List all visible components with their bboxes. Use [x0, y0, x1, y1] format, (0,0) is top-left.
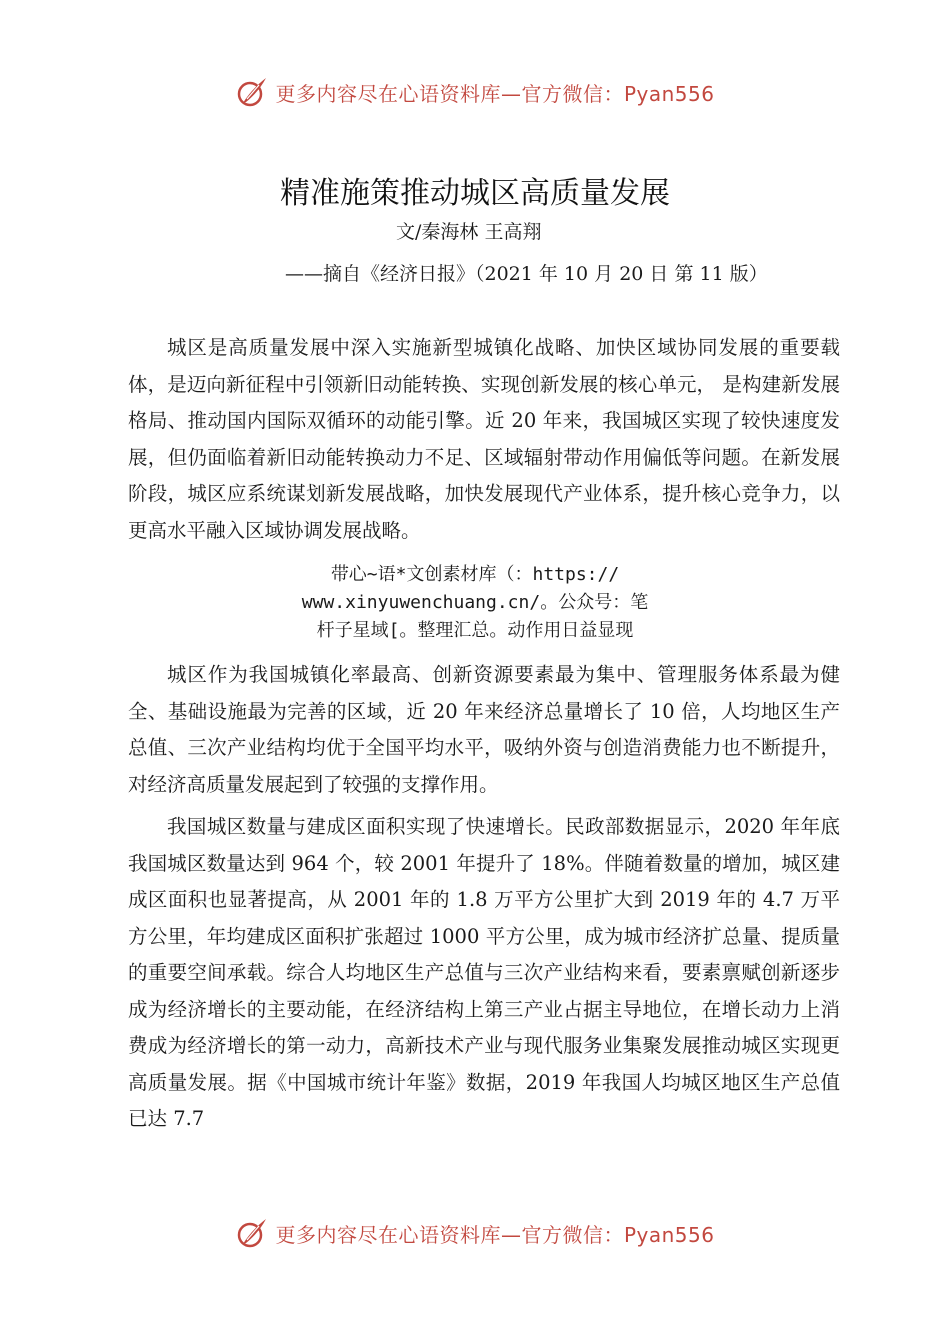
paragraph-1: 城区是高质量发展中深入实施新型城镇化战略、加快区域协同发展的重要载体，是迈向新征程中引领新旧动能转换、实现创新发展的核心单元， 是构建新发展格局、推动国内国际双循环的动能引擎。近 20 年来，我国城区实现了较快速度发展，但仍面临着新旧动能转换动力不足、区域辐射带动作用偏低等问题。在新发展阶段，城区应系统谋划新发展战略，加快发展现代产业体系，提升核心竞争力，以更高水平融入区域协调发展战略。 — [128, 336, 840, 542]
article-title: 精准施策推动城区高质量发展 — [280, 176, 670, 211]
paragraph-2: 城区作为我国城镇化率最高、创新资源要素最为集中、管理服务体系最为健全、基础设施最为完善的区域，近 20 年来经济总量增长了 10 倍，人均地区生产总值、三次产业结构均优于全国平均水平，吸纳外资与创造消费能力也不断提升，对经济高质量发展起到了较强的支撑作用。 — [128, 663, 840, 796]
banner-text: 更多内容尽在心语资料库—官方微信：Pyan556 — [275, 1222, 715, 1247]
paragraph-3: 我国城区数量与建成区面积实现了快速增长。民政部数据显示，2020 年年底我国城区数量达到 964 个，较 2001 年提升了 18%。伴随着数量的增加，城区建成区面积也显著提高，从 2001 年的 1.8 万平方公里扩大到 2019 年的 4.7 万平方公里，年均建成区面积扩张超过 1000 平方公里，成为城市经济扩总量、提质量的重要空间承载。综合人均地区生产总值与三次产业结构来看，要素禀赋创新逐步成为经济增长的主要动能，在经济结构上第三产业占据主导地位，在增长动力上消费成为经济增长的第一动力，高新技术产业与现代服务业集聚发展推动城区实现更高质量发展。据《中国城市统计年鉴》数据，2019 年我国人均城区地区生产总值已达 7.7 — [128, 815, 840, 1130]
article-source: ——摘自《经济日报》（2021 年 10 月 20 日 第 11 版） — [285, 263, 768, 285]
header-banner — [0, 72, 950, 112]
watermark-line: 杆子星域[。整理汇总。动作用日益显现 — [316, 620, 634, 641]
watermark-block — [240, 561, 710, 645]
footer-banner — [0, 1213, 950, 1253]
watermark-line: www.xinyuwenchuang.cn/。公众号：笔 — [301, 592, 649, 613]
watermark-line: 带心~语*文创素材库（：https:// — [330, 564, 620, 585]
quill-logo-icon — [235, 1216, 269, 1250]
banner-text: 更多内容尽在心语资料库—官方微信：Pyan556 — [275, 81, 715, 106]
article-byline: 文/秦海林 王高翔 — [396, 221, 542, 243]
quill-logo-icon — [235, 75, 269, 109]
